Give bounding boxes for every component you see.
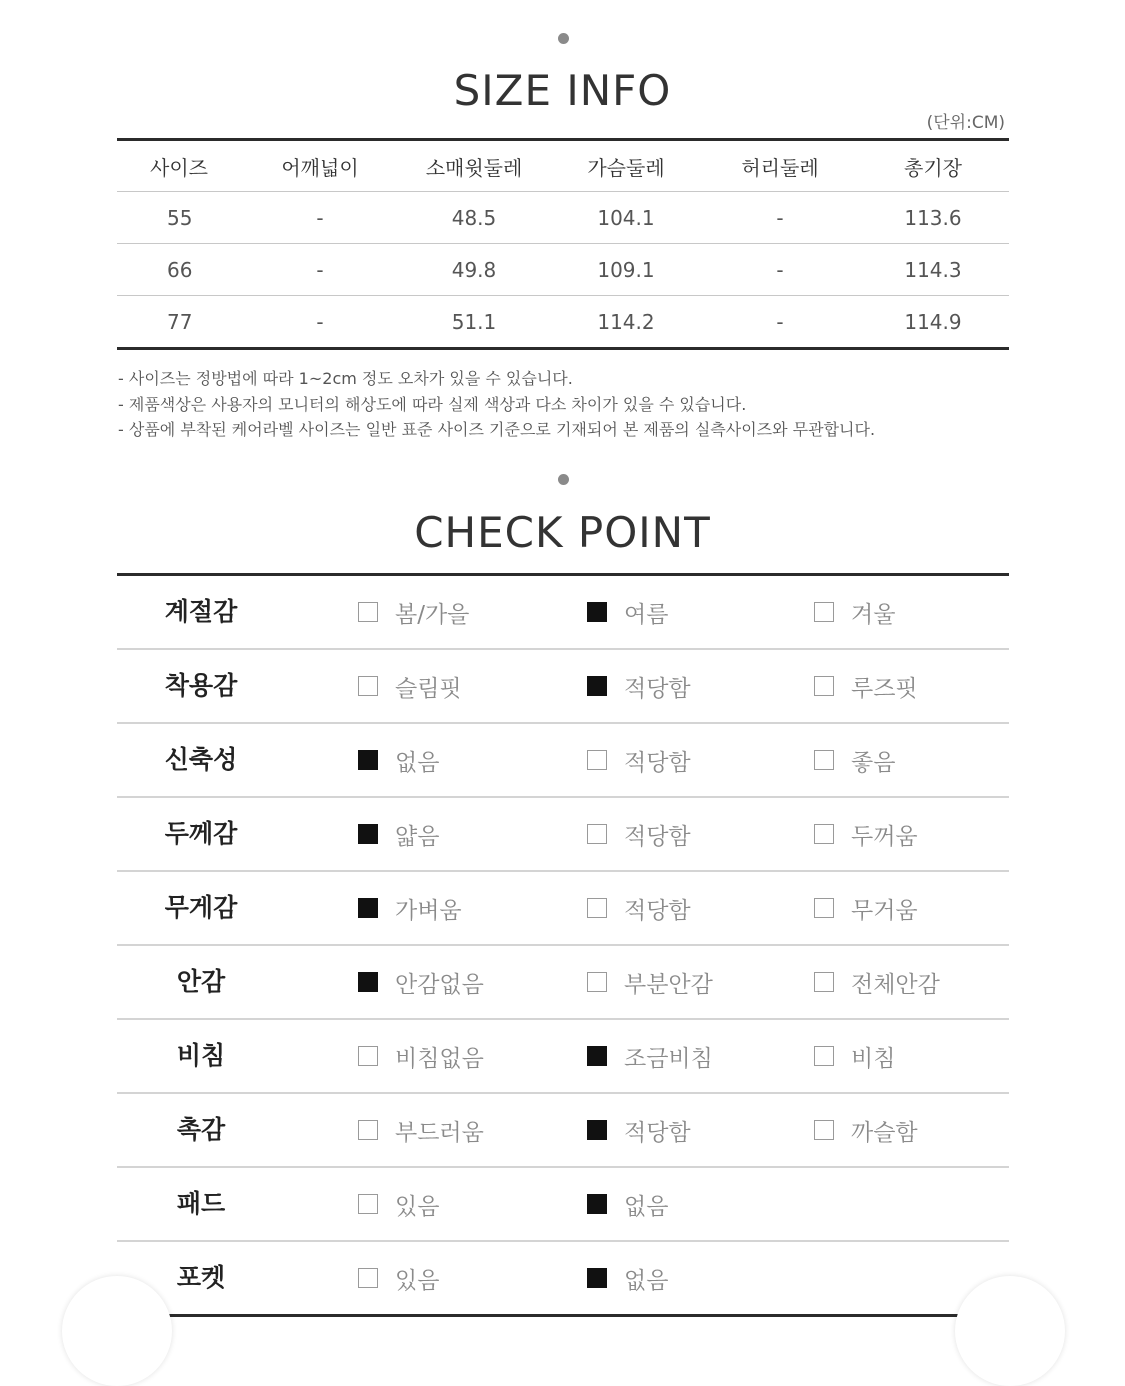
check-option-label: 슬림핏 <box>395 675 462 702</box>
check-option[interactable] <box>358 946 484 1018</box>
check-option-label: 겨울 <box>851 601 896 628</box>
unchecked-box-icon[interactable] <box>814 602 834 622</box>
unchecked-box-icon[interactable] <box>814 972 834 992</box>
check-option-label: 없음 <box>624 1193 669 1220</box>
check-option[interactable] <box>587 576 668 648</box>
size-table <box>117 138 1009 350</box>
table-cell: - <box>703 296 857 349</box>
check-option[interactable] <box>814 650 918 722</box>
header-cell: 사이즈 <box>117 140 241 192</box>
check-row <box>117 724 1009 798</box>
check-option[interactable] <box>814 1094 918 1166</box>
unchecked-box-icon[interactable] <box>814 750 834 770</box>
table-cell: 48.5 <box>399 192 549 244</box>
check-option[interactable] <box>587 1094 691 1166</box>
table-cell: 66 <box>117 244 241 296</box>
check-option-label: 적당함 <box>624 897 691 924</box>
checked-box-icon[interactable] <box>587 602 607 622</box>
checked-box-icon[interactable] <box>587 676 607 696</box>
check-row-label: 신축성 <box>164 745 238 774</box>
check-option[interactable] <box>587 1020 713 1092</box>
check-option-label: 없음 <box>624 1267 669 1294</box>
table-cell: 49.8 <box>399 244 549 296</box>
unchecked-box-icon[interactable] <box>587 972 607 992</box>
check-option-label: 있음 <box>395 1193 440 1220</box>
table-cell: - <box>241 296 399 349</box>
size-info-title: SIZE INFO <box>453 66 672 115</box>
unchecked-box-icon[interactable] <box>358 1194 378 1214</box>
check-row-label: 비침 <box>176 1041 226 1070</box>
check-option[interactable] <box>587 1168 668 1240</box>
checked-box-icon[interactable] <box>358 898 378 918</box>
check-option[interactable] <box>358 1242 439 1314</box>
check-row-label: 촉감 <box>176 1115 226 1144</box>
check-option-label: 부드러움 <box>395 1119 484 1146</box>
check-option[interactable] <box>358 576 469 648</box>
unchecked-box-icon[interactable] <box>814 676 834 696</box>
check-option-label: 없음 <box>395 749 440 776</box>
check-option-label: 조금비침 <box>624 1045 713 1072</box>
unchecked-box-icon[interactable] <box>358 1120 378 1140</box>
check-option[interactable] <box>587 872 691 944</box>
check-option-label: 봄/가을 <box>395 601 470 628</box>
check-option[interactable] <box>358 1168 439 1240</box>
check-option-label: 루즈핏 <box>851 675 918 702</box>
unchecked-box-icon[interactable] <box>358 602 378 622</box>
unchecked-box-icon[interactable] <box>814 824 834 844</box>
check-option-label: 안감없음 <box>395 971 484 998</box>
note-item: - 상품에 부착된 케어라벨 사이즈는 일반 표준 사이즈 기준으로 기재되어 본 제품의 실측사이즈와 무관합니다. <box>118 420 876 439</box>
check-option[interactable] <box>814 946 940 1018</box>
section-dot <box>558 33 569 44</box>
table-cell: - <box>703 244 857 296</box>
checked-box-icon[interactable] <box>358 972 378 992</box>
check-option-label: 적당함 <box>624 823 691 850</box>
check-option-label: 비침없음 <box>395 1045 484 1072</box>
check-option[interactable] <box>587 1242 668 1314</box>
check-row <box>117 946 1009 1020</box>
header-cell: 허리둘레 <box>703 140 857 192</box>
check-option-label: 좋음 <box>851 749 896 776</box>
check-option[interactable] <box>358 872 462 944</box>
unchecked-box-icon[interactable] <box>814 1120 834 1140</box>
unchecked-box-icon[interactable] <box>814 898 834 918</box>
check-row-label: 착용감 <box>164 671 238 700</box>
check-option[interactable] <box>358 724 439 796</box>
unit-label: (단위:CM) <box>926 113 1005 133</box>
check-option[interactable] <box>587 724 691 796</box>
check-row <box>117 576 1009 650</box>
table-cell: - <box>703 192 857 244</box>
check-option-label: 두꺼움 <box>851 823 918 850</box>
check-row-label: 패드 <box>176 1189 226 1218</box>
check-option[interactable] <box>358 1094 484 1166</box>
check-option-label: 무거움 <box>851 897 918 924</box>
scroll-right-button[interactable] <box>955 1276 1065 1386</box>
check-option-label: 적당함 <box>624 749 691 776</box>
check-option-label: 비침 <box>851 1045 896 1072</box>
table-cell: 114.3 <box>857 244 1009 296</box>
checked-box-icon[interactable] <box>587 1194 607 1214</box>
table-row <box>117 192 1009 244</box>
header-cell: 어깨넓이 <box>241 140 399 192</box>
check-row <box>117 872 1009 946</box>
check-option-label: 있음 <box>395 1267 440 1294</box>
check-option-label: 가벼움 <box>395 897 462 924</box>
check-option[interactable] <box>587 946 713 1018</box>
check-option[interactable] <box>358 798 439 870</box>
section-dot <box>558 474 569 485</box>
checked-box-icon[interactable] <box>358 750 378 770</box>
unchecked-box-icon[interactable] <box>358 1046 378 1066</box>
table-cell: 77 <box>117 296 241 349</box>
check-row-label: 두께감 <box>164 819 238 848</box>
check-row <box>117 798 1009 872</box>
unchecked-box-icon[interactable] <box>358 676 378 696</box>
check-option-label: 부분안감 <box>624 971 713 998</box>
check-option[interactable] <box>814 872 918 944</box>
header-cell: 가슴둘레 <box>549 140 703 192</box>
check-option-label: 적당함 <box>624 675 691 702</box>
scroll-left-button[interactable] <box>62 1276 172 1386</box>
check-point-list <box>117 576 1009 1317</box>
check-row-label: 무게감 <box>164 893 238 922</box>
note-item: - 제품색상은 사용자의 모니터의 해상도에 따라 실제 색상과 다소 차이가 있을 수 있습니다. <box>118 394 747 414</box>
check-row-label: 계절감 <box>164 597 238 626</box>
check-option-label: 얇음 <box>395 823 440 850</box>
checked-box-icon[interactable] <box>587 1046 607 1066</box>
checked-box-icon[interactable] <box>587 1120 607 1140</box>
size-table-header <box>117 140 1009 192</box>
table-cell: 51.1 <box>399 296 549 349</box>
checked-box-icon[interactable] <box>587 1268 607 1288</box>
table-cell: 113.6 <box>857 192 1009 244</box>
check-option[interactable] <box>814 576 895 648</box>
checked-box-icon[interactable] <box>358 824 378 844</box>
check-option[interactable] <box>587 650 691 722</box>
unchecked-box-icon[interactable] <box>587 750 607 770</box>
check-row <box>117 1020 1009 1094</box>
check-option[interactable] <box>358 650 462 722</box>
table-cell: 114.9 <box>857 296 1009 349</box>
check-row <box>117 650 1009 724</box>
table-cell: - <box>241 244 399 296</box>
check-row <box>117 1094 1009 1168</box>
check-option-label: 까슬함 <box>851 1119 918 1146</box>
check-option[interactable] <box>814 798 918 870</box>
table-row <box>117 244 1009 296</box>
check-option[interactable] <box>358 1020 484 1092</box>
unchecked-box-icon[interactable] <box>814 1046 834 1066</box>
check-option-label: 여름 <box>624 601 669 628</box>
check-row-label: 포켓 <box>176 1263 226 1292</box>
table-cell: 114.2 <box>549 296 703 349</box>
unchecked-box-icon[interactable] <box>587 898 607 918</box>
check-row-label: 안감 <box>176 967 226 996</box>
header-cell: 소매윗둘레 <box>399 140 549 192</box>
check-option-label: 전체안감 <box>851 971 940 998</box>
table-cell: 104.1 <box>549 192 703 244</box>
table-cell: - <box>241 192 399 244</box>
table-row <box>117 296 1009 349</box>
check-row <box>117 1242 1009 1317</box>
header-cell: 총기장 <box>857 140 1009 192</box>
check-point-title: CHECK POINT <box>414 508 711 557</box>
check-option[interactable] <box>814 724 895 796</box>
note-item: - 사이즈는 정방법에 따라 1~2cm 정도 오차가 있을 수 있습니다. <box>118 369 573 388</box>
check-option[interactable] <box>587 798 691 870</box>
check-option-label: 적당함 <box>624 1119 691 1146</box>
unchecked-box-icon[interactable] <box>587 824 607 844</box>
unchecked-box-icon[interactable] <box>358 1268 378 1288</box>
size-notes <box>118 366 875 443</box>
check-option[interactable] <box>814 1020 895 1092</box>
table-cell: 109.1 <box>549 244 703 296</box>
check-row <box>117 1168 1009 1242</box>
table-cell: 55 <box>117 192 241 244</box>
